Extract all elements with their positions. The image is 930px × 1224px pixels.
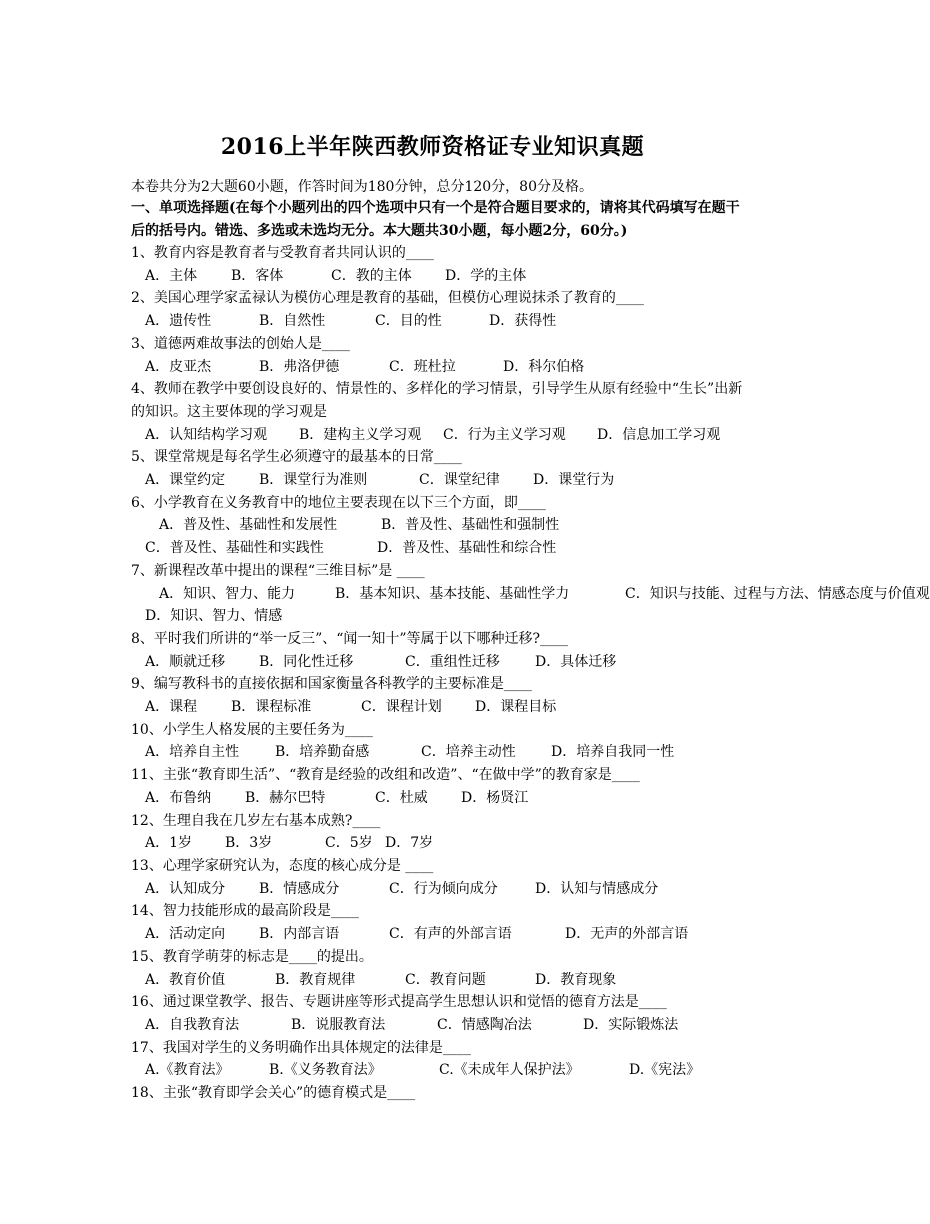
- question-stem: 3、道德两难故事法的创始人是____: [131, 335, 350, 352]
- option-c: C．教育问题: [405, 971, 486, 988]
- question-options: [131, 1059, 743, 1082]
- question-options: [131, 696, 743, 719]
- option-a: A．布鲁纳: [145, 789, 212, 806]
- option-b: B．客体: [231, 267, 284, 284]
- option-a: A．顺就迁移: [145, 653, 226, 670]
- option-a: A．遗传性: [145, 313, 212, 330]
- option-c: C．情感陶冶法: [437, 1016, 532, 1033]
- question-item: [131, 764, 743, 809]
- question-item: [131, 991, 743, 1036]
- option-d: D．普及性、基础性和综合性: [377, 540, 557, 557]
- question-options: [131, 514, 743, 559]
- option-b: B．同化性迁移: [259, 653, 354, 670]
- question-options: [131, 923, 743, 946]
- option-a: A．1岁: [145, 835, 193, 852]
- option-d: D．无声的外部言语: [565, 926, 689, 943]
- option-b: B．内部言语: [259, 926, 340, 943]
- question-item: [131, 446, 743, 491]
- question-item: [131, 492, 743, 560]
- question-stem: 16、通过课堂教学、报告、专题讲座等形式提高学生思想认识和觉悟的德育方法是____: [131, 994, 667, 1011]
- option-d: D.《宪法》: [629, 1062, 701, 1079]
- question-options: [131, 832, 743, 855]
- question-options: [131, 1014, 743, 1037]
- question-options: [131, 424, 743, 447]
- option-b: B．培养勤奋感: [275, 744, 370, 761]
- question-item: [131, 1037, 743, 1082]
- option-c: C．行为倾向成分: [389, 880, 498, 897]
- option-c: C．课程计划: [361, 699, 442, 716]
- question-stem: 12、生理自我在几岁左右基本成熟?____: [131, 812, 381, 829]
- option-d: D．实际锻炼法: [583, 1016, 679, 1033]
- option-d: D．课程目标: [475, 699, 557, 716]
- question-item: [131, 560, 930, 628]
- option-b: B．弗洛伊德: [259, 358, 340, 375]
- question-item: [131, 946, 743, 991]
- option-b: B．普及性、基础性和强制性: [381, 517, 560, 534]
- question-stem: 14、智力技能形成的最高阶段是____: [131, 903, 359, 920]
- option-c: C．班杜拉: [389, 358, 456, 375]
- question-item: [131, 628, 743, 673]
- option-a: A．普及性、基础性和发展性: [159, 517, 338, 534]
- question-stem: 18、主张“教育即学会关心”的德育模式是____: [131, 1085, 416, 1102]
- option-a: A．活动定向: [145, 926, 226, 943]
- option-d: D．认知与情感成分: [535, 880, 659, 897]
- option-c: C．课堂纪律: [419, 472, 500, 489]
- option-c: C．教的主体: [331, 267, 412, 284]
- option-c: C．有声的外部言语: [389, 926, 512, 943]
- option-c: C．知识与技能、过程与方法、情感态度与价值观: [625, 585, 930, 602]
- option-b: B.《义务教育法》: [269, 1062, 382, 1079]
- question-item: [131, 378, 743, 446]
- option-a: A．课堂约定: [145, 472, 226, 489]
- section-heading: 一、单项选择题(在每个小题列出的四个选项中只有一个是符合题目要求的，请将其代码填写在题干后的括号内。错选、多选或未选均无分。本大题共30小题，每小题2分，60分。): [131, 200, 740, 239]
- option-b: B．基本知识、基本技能、基础性学力: [335, 585, 570, 602]
- option-a: A．知识、智力、能力: [159, 585, 296, 602]
- option-b: B．课程标准: [231, 699, 312, 716]
- question-item: [131, 1082, 743, 1105]
- question-options: [131, 469, 743, 492]
- option-a: A.《教育法》: [145, 1062, 230, 1079]
- option-d: D．杨贤江: [461, 789, 529, 806]
- question-options: [131, 310, 743, 333]
- question-stem: 10、小学生人格发展的主要任务为____: [131, 721, 373, 738]
- question-item: [131, 242, 743, 287]
- option-b: B．3岁: [225, 835, 273, 852]
- question-stem: 6、小学教育在义务教育中的地位主要表现在以下三个方面，即____: [131, 494, 546, 511]
- option-c: C．杜威: [375, 789, 428, 806]
- option-b: B．情感成分: [259, 880, 340, 897]
- question-item: [131, 287, 743, 332]
- option-b: B．说服教育法: [291, 1016, 386, 1033]
- option-d: D．信息加工学习观: [597, 426, 721, 443]
- option-d: D．科尔伯格: [503, 358, 585, 375]
- option-c: C．目的性: [375, 313, 442, 330]
- option-d: D．培养自我同一性: [551, 744, 675, 761]
- option-a: A．培养自主性: [145, 744, 240, 761]
- question-options: [131, 969, 743, 992]
- option-a: A．认知成分: [145, 880, 226, 897]
- option-a: A．自我教育法: [145, 1016, 240, 1033]
- question-options: [131, 265, 743, 288]
- option-d: D．教育现象: [535, 971, 617, 988]
- option-c: C．5岁: [325, 835, 373, 852]
- question-stem: 4、教师在教学中要创设良好的、情景性的、多样化的学习情景，引导学生从原有经验中“生长”出新的知识。这主要体现的学习观是: [131, 381, 743, 420]
- option-c: C．普及性、基础性和实践性: [145, 540, 324, 557]
- option-d: D．获得性: [489, 313, 557, 330]
- question-options: [131, 741, 743, 764]
- option-c: C．行为主义学习观: [443, 426, 566, 443]
- question-stem: 17、我国对学生的义务明确作出具体规定的法律是____: [131, 1039, 471, 1056]
- question-stem: 11、主张“教育即生活”、“教育是经验的改组和改造”、“在做中学”的教育家是____: [131, 767, 640, 784]
- option-b: B．课堂行为准则: [259, 472, 368, 489]
- question-item: [131, 810, 743, 855]
- page-title: 2016上半年陕西教师资格证专业知识真题: [220, 134, 645, 160]
- question-options: [131, 651, 743, 674]
- question-stem: 5、课堂常规是每名学生必须遵守的最基本的日常____: [131, 449, 462, 466]
- question-item: [131, 333, 743, 378]
- question-stem: 1、教育内容是教育者与受教育者共同认识的____: [131, 245, 434, 261]
- option-d: D．知识、智力、情感: [145, 608, 283, 625]
- question-options: [131, 787, 743, 810]
- option-b: B．教育规律: [275, 971, 356, 988]
- option-d: D．具体迁移: [535, 653, 617, 670]
- question-options: [131, 583, 930, 628]
- exam-intro: 本卷共分为2大题60小题，作答时间为180分钟，总分120分，80分及格。: [131, 179, 593, 195]
- option-b: B．建构主义学习观: [299, 426, 422, 443]
- option-d: D．7岁: [385, 835, 434, 852]
- question-stem: 7、新课程改革中提出的课程“三维目标”是 ____: [131, 562, 425, 579]
- option-a: A．皮亚杰: [145, 358, 212, 375]
- question-item: [131, 719, 743, 764]
- question-options: [131, 356, 743, 379]
- option-d: D．课堂行为: [533, 472, 615, 489]
- question-options: [131, 878, 743, 901]
- question-stem: 2、美国心理学家孟禄认为模仿心理是教育的基础，但模仿心理说抹杀了教育的____: [131, 290, 644, 307]
- option-a: A．主体: [145, 267, 198, 284]
- option-d: D．学的主体: [445, 267, 527, 284]
- question-stem: 13、心理学家研究认为，态度的核心成分是 ____: [131, 857, 434, 874]
- option-b: B．自然性: [259, 313, 326, 330]
- question-stem: 15、教育学萌芽的标志是____的提出。: [131, 948, 373, 965]
- option-c: C．培养主动性: [421, 744, 516, 761]
- question-item: [131, 900, 743, 945]
- question-stem: 9、编写教科书的直接依据和国家衡量各科教学的主要标准是____: [131, 676, 532, 693]
- question-stem: 8、平时我们所讲的“举一反三”、“闻一知十”等属于以下哪种迁移?____: [131, 630, 569, 647]
- option-a: A．课程: [145, 699, 198, 716]
- option-a: A．教育价值: [145, 971, 226, 988]
- question-item: [131, 855, 743, 900]
- question-list: [131, 242, 930, 1105]
- option-c: C.《未成年人保护法》: [439, 1062, 580, 1079]
- option-a: A．认知结构学习观: [145, 426, 268, 443]
- option-c: C．重组性迁移: [405, 653, 500, 670]
- option-b: B．赫尔巴特: [245, 789, 326, 806]
- question-item: [131, 673, 743, 718]
